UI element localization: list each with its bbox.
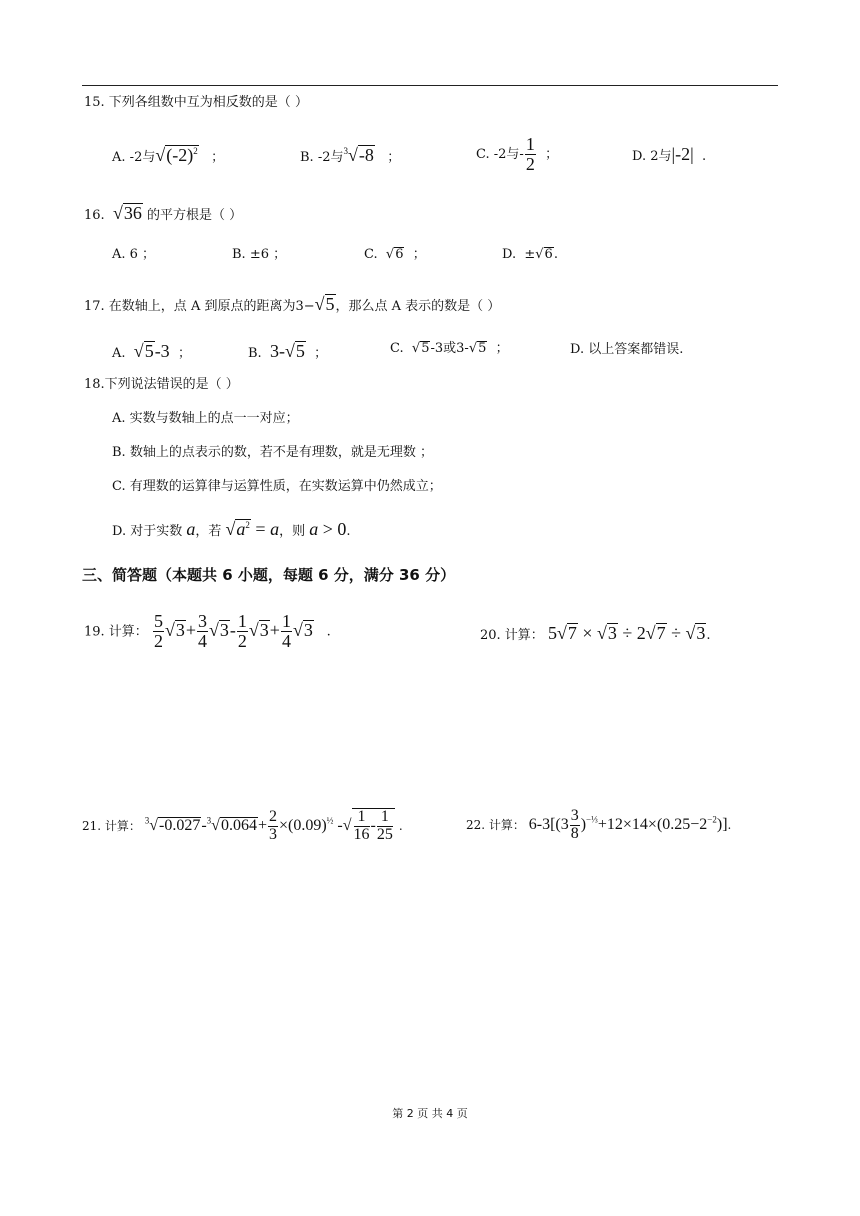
q17-stem: 17. 在数轴上，点 A 到原点的距离为3−√5，那么点 A 表示的数是（ ） (84, 294, 501, 314)
section-3-heading: 三、简答题（本题共 6 小题，每题 6 分，满分 36 分） (82, 566, 456, 584)
q17-option-a: A. √5-3 ； (112, 341, 191, 361)
q15-option-b: B. -2与$^3$√-8 ； (300, 145, 401, 165)
q15-stem: 15. 下列各组数中互为相反数的是（ ） (84, 95, 308, 110)
q18-stem: 18.下列说法错误的是（ ） (84, 377, 239, 392)
q18-option-a: A. 实数与数轴上的点一一对应； (112, 411, 299, 426)
q18-option-d: D. 对于实数 a，若 $√a^2 = a$，则 a > 0. (112, 519, 351, 539)
q15-option-a: A. -2与$√(-2)^2$ ； (112, 145, 225, 165)
q21: 21. 计算： $^3$√-0.027-$^3$√0.064+ $\frac{2}{3}$ $\times(0.09)^{\frac{1}{2}}$ -√ $\frac{1}{16}$ - $\frac{1}{25}$ . (82, 808, 403, 843)
q15-option-c: C. -2与- $\frac{1}{2}$ ； (476, 134, 559, 174)
q22: 22. 计算： 6-3[(3 $\frac{3}{8}$ )$^{-\frac{1}{3}}+12\times 14\times(0.25-2^{-2})$]. (466, 807, 732, 842)
q18-option-b: B. 数轴上的点表示的数，若不是有理数，就是无理数 ； (112, 445, 433, 460)
q17-option-b: B. 3-√5 ； (248, 341, 328, 361)
q18-option-c: C. 有理数的运算律与运算性质，在实数运算中仍然成立； (112, 479, 442, 494)
page-footer: 第 2 页 共 4 页 (392, 1107, 468, 1120)
q16-option-b: B. ±6 ； (232, 247, 287, 262)
header-rule (82, 85, 778, 86)
q16-option-c: C. √6 ； (364, 247, 426, 262)
q15-option-d: D. 2与|-2| . (632, 144, 707, 164)
q19: 19. 计算： $\frac{5}{2}$ √3+ $\frac{3}{4}$ √3- $\frac{1}{2}$ √3+ $\frac{1}{4}$ √3 . (84, 611, 331, 651)
q20: 20. 计算： 5√7 × √3 ÷ 2√7 ÷ √3. (480, 623, 711, 643)
q16-option-d: D. ±√6. (502, 247, 558, 262)
q16-stem: 16. √36 的平方根是（ ） (84, 203, 243, 223)
q17-option-c: C. √5-3或3-√5 ； (390, 341, 509, 356)
q16-option-a: A. 6 ； (112, 247, 156, 262)
q17-option-d: D. 以上答案都错误. (570, 342, 684, 357)
